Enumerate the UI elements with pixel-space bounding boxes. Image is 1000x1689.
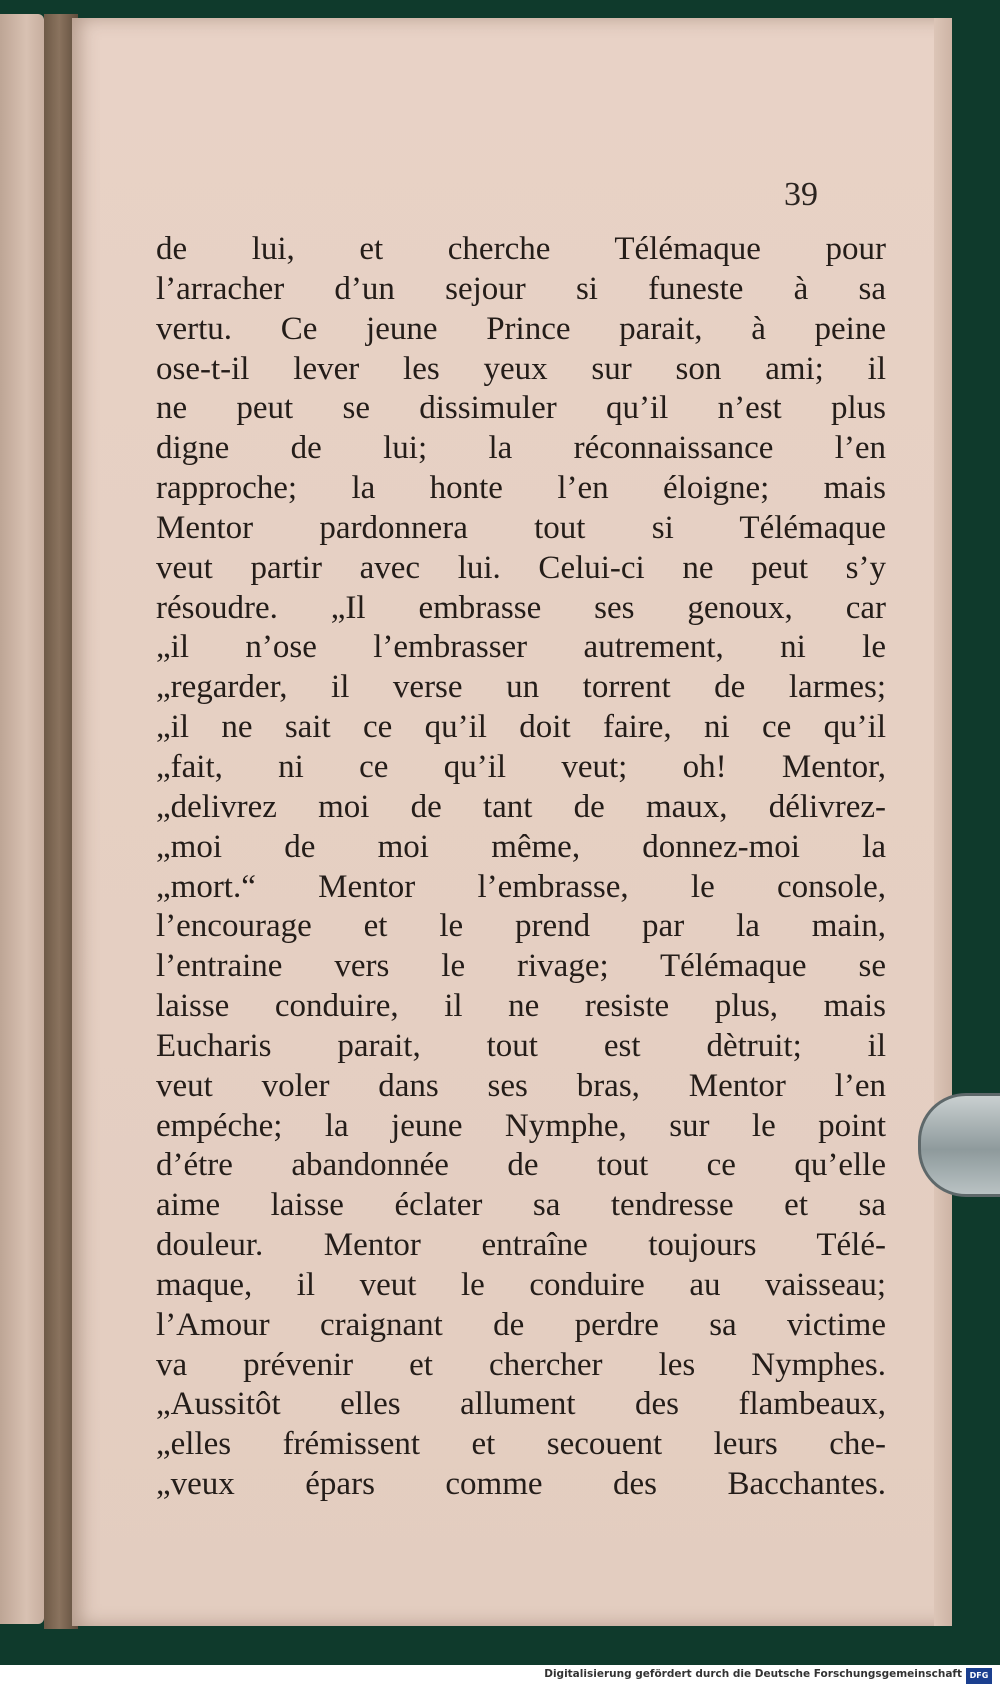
text-line: „moi de moi même, donnez-moi la [156, 828, 886, 865]
page-edge [934, 18, 952, 1626]
text-line: „fait, ni ce qu’il veut; oh! Mentor, [156, 748, 886, 785]
text-line: l’encourage et le prend par la main, [156, 908, 886, 945]
funding-credit: Digitalisierung gefördert durch die Deutsche Forschungsgemeinschaft [544, 1668, 962, 1680]
text-line: ne peut se dissimuler qu’il n’est plus [156, 390, 886, 427]
footer-bar [0, 1665, 1000, 1689]
text-line: digne de lui; la réconnaissance l’en [156, 430, 886, 467]
text-line: d’étre abandonnée de tout ce qu’elle [156, 1147, 886, 1184]
text-line: „elles frémissent et secouent leurs che- [156, 1426, 886, 1463]
text-line: Eucharis parait, tout est dètruit; il [156, 1027, 886, 1064]
text-line: veut voler dans ses bras, Mentor l’en [156, 1067, 886, 1104]
left-page-edge [0, 14, 44, 1624]
text-line: „il ne sait ce qu’il doit faire, ni ce qu’il [156, 709, 886, 746]
text-line: vertu. Ce jeune Prince parait, à peine [156, 310, 886, 347]
page-number: 39 [784, 176, 818, 213]
text-line: empéche; la jeune Nymphe, sur le point [156, 1107, 886, 1144]
text-line: „mort.“ Mentor l’embrasse, le console, [156, 868, 886, 905]
dfg-logo: DFG [966, 1668, 992, 1684]
page-text [156, 230, 886, 1505]
text-line: „veux épars comme des Bacchantes. [156, 1466, 886, 1503]
text-line: résoudre. „Il embrasse ses genoux, car [156, 589, 886, 626]
text-line: „il n’ose l’embrasser autrement, ni le [156, 629, 886, 666]
text-line: va prévenir et chercher les Nymphes. [156, 1346, 886, 1383]
text-line: laisse conduire, il ne resiste plus, mais [156, 988, 886, 1025]
text-line: aime laisse éclater sa tendresse et sa [156, 1187, 886, 1224]
text-line: ose-t-il lever les yeux sur son ami; il [156, 350, 886, 387]
text-line: maque, il veut le conduire au vaisseau; [156, 1266, 886, 1303]
text-line: „delivrez moi de tant de maux, délivrez- [156, 788, 886, 825]
text-line: Mentor pardonnera tout si Télémaque [156, 509, 886, 546]
text-line: l’arracher d’un sejour si funeste à sa [156, 270, 886, 307]
text-line: „regarder, il verse un torrent de larmes; [156, 669, 886, 706]
text-line: l’entraine vers le rivage; Télémaque se [156, 948, 886, 985]
page-clip [918, 1093, 1000, 1197]
book-page [72, 18, 952, 1626]
text-line: „Aussitôt elles allument des flambeaux, [156, 1386, 886, 1423]
text-line: de lui, et cherche Télémaque pour [156, 231, 886, 267]
text-line: douleur. Mentor entraîne toujours Télé- [156, 1227, 886, 1264]
text-line: l’Amour craignant de perdre sa victime [156, 1306, 886, 1343]
text-line: veut partir avec lui. Celui-ci ne peut s’y [156, 549, 886, 586]
text-line: rapproche; la honte l’en éloigne; mais [156, 470, 886, 507]
